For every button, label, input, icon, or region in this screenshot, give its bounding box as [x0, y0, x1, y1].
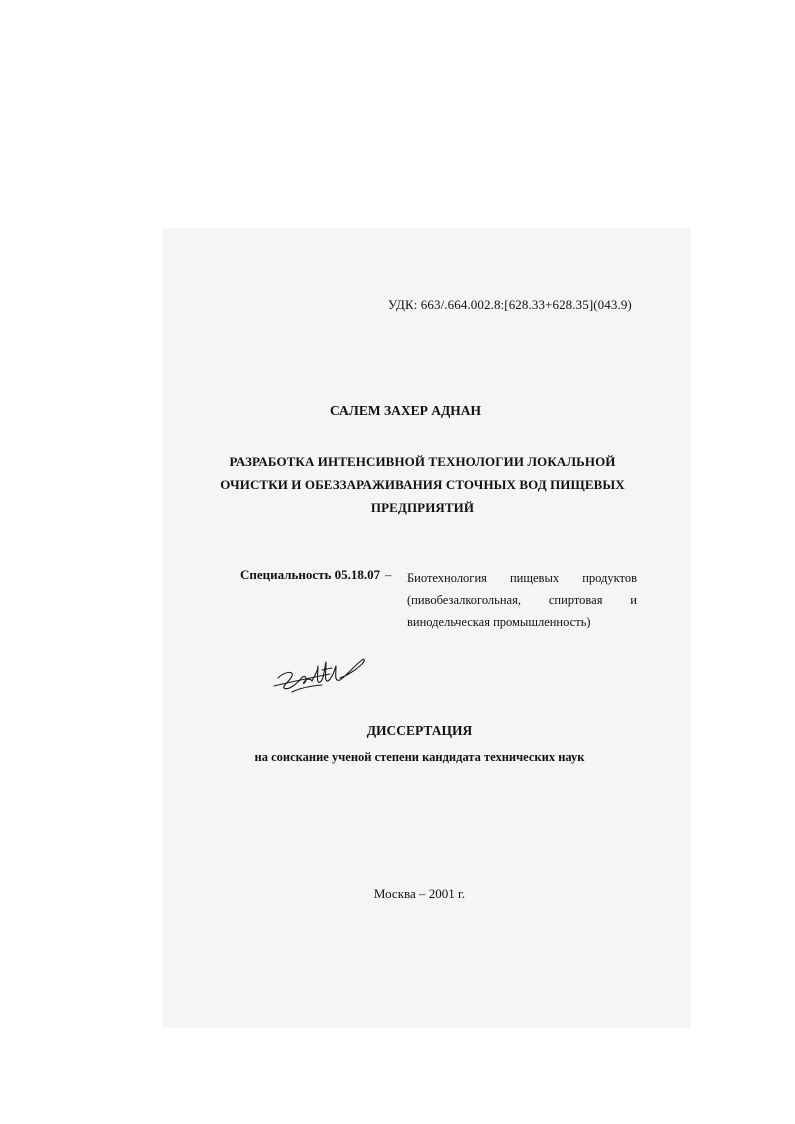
place-and-year: Москва – 2001 г.: [373, 886, 466, 901]
specialty-label: Специальность 05.18.07: [240, 567, 381, 582]
author-name: САЛЕМ ЗАХЕР АДНАН: [329, 403, 482, 418]
signature-icon: [270, 648, 370, 698]
dissertation-heading: ДИССЕРТАЦИЯ: [366, 723, 473, 738]
title-line-2: ОЧИСТКИ И ОБЕЗЗАРАЖИВАНИЯ СТОЧНЫХ ВОД ПИЩЕВЫХ: [220, 477, 625, 492]
udk-code: УДК: 663/.664.002.8:[628.33+628.35](043.9): [388, 297, 632, 312]
title-line-3: ПРЕДПРИЯТИЙ: [370, 500, 475, 515]
specialty-description: Биотехнология пищевых продуктов (пивобезалкогольная, спиртовая и винодельческая промышленность): [407, 571, 637, 629]
degree-line: на соискание ученой степени кандидата технических наук: [254, 750, 585, 764]
title-line-1: РАЗРАБОТКА ИНТЕНСИВНОЙ ТЕХНОЛОГИИ ЛОКАЛЬНОЙ: [229, 454, 616, 469]
dissertation-title: [200, 450, 645, 519]
specialty-dash: –: [385, 567, 392, 582]
